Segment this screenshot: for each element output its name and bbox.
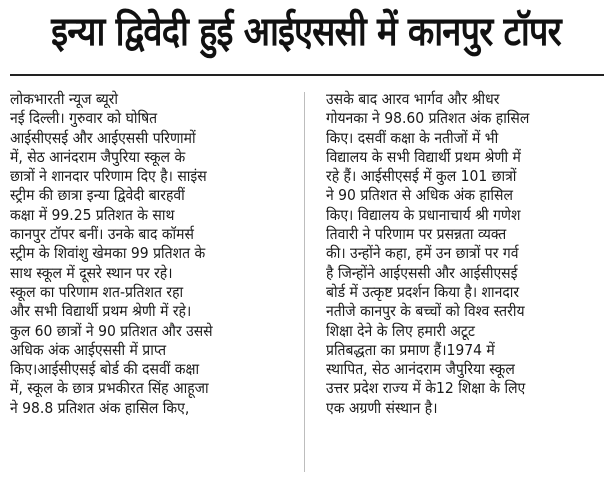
article-line: रहे हैं। आईसीएसई में कुल 101 छात्रों bbox=[326, 167, 517, 186]
article-line: गोयनका ने 98.60 प्रतिशत अंक हासिल bbox=[326, 109, 530, 128]
article-line: किए। विद्यालय के प्रधानाचार्य श्री गणेश bbox=[326, 205, 521, 224]
column-divider bbox=[304, 92, 305, 472]
article-line: में, स्कूल के छात्र प्रभकीरत सिंह आहूजा bbox=[10, 379, 209, 398]
article-line: विद्यालय के सभी विद्यार्थी प्रथम श्रेणी में bbox=[326, 147, 521, 166]
article-line: नतीजे कानपुर के बच्चों को विश्व स्तरीय bbox=[326, 302, 525, 321]
article-line: नई दिल्ली। गुरुवार को घोषित bbox=[10, 109, 158, 128]
article-column-left bbox=[10, 90, 290, 418]
article-column-right bbox=[326, 90, 608, 418]
article-line: स्कूल का परिणाम शत-प्रतिशत रहा bbox=[10, 282, 184, 301]
article-line: कानपुर टॉपर बनीं। उनके बाद कॉमर्स bbox=[10, 225, 194, 244]
article-line: तिवारी ने परिणाम पर प्रसन्नता व्यक्त bbox=[326, 225, 507, 244]
article-line: स्ट्रीम के शिवांशु खेमका 99 प्रतिशत के bbox=[10, 244, 206, 263]
article-line: साथ स्कूल में दूसरे स्थान पर रहे। bbox=[10, 263, 173, 282]
article-line: प्रतिबद्धता का प्रमाण हैं।1974 में bbox=[326, 340, 495, 359]
article-line: किए। दसवीं कक्षा के नतीजों में भी bbox=[326, 128, 499, 147]
article-line: उत्तर प्रदेश राज्य में के12 शिक्षा के लिए bbox=[326, 379, 526, 398]
article-line: कक्षा में 99.25 प्रतिशत के साथ bbox=[10, 205, 175, 224]
article-line: शिक्षा देने के लिए हमारी अटूट bbox=[326, 321, 475, 340]
article-line: ने 90 प्रतिशत से अधिक अंक हासिल bbox=[326, 186, 513, 205]
article-line: स्ट्रीम की छात्रा इन्या द्विवेदी बारहवीं bbox=[10, 186, 185, 205]
article-line: किए।आईसीएसई बोर्ड की दसवीं कक्षा bbox=[10, 360, 200, 379]
article-line: अधिक अंक आईएससी में प्राप्त bbox=[10, 340, 167, 359]
article-line: में, सेठ आनंदराम जैपुरिया स्कूल के bbox=[10, 147, 186, 166]
article-line: आईसीएसई और आईएससी परिणामों bbox=[10, 128, 196, 147]
article-line: लोकभारती न्यूज ब्यूरो bbox=[10, 90, 118, 108]
article-line: ने 98.8 प्रतिशत अंक हासिल किए, bbox=[10, 398, 190, 417]
article-line: एक अग्रणी संस्थान है। bbox=[326, 398, 438, 417]
headline-rule bbox=[10, 74, 604, 76]
article-line: छात्रों ने शानदार परिणाम दिए है। साइंस bbox=[10, 167, 207, 186]
headline: इन्या द्विवेदी हुई आईएससी में कानपुर टॉपर bbox=[51, 9, 561, 55]
article-line: स्थापित, सेठ आनंदराम जैपुरिया स्कूल bbox=[326, 360, 515, 379]
article-line: की। उन्होंने कहा, हमें उन छात्रों पर गर्व bbox=[326, 244, 519, 263]
article-line: और सभी विद्यार्थी प्रथम श्रेणी में रहे। bbox=[10, 302, 192, 321]
article-line: बोर्ड में उत्कृष्ट प्रदर्शन किया है। शानदार bbox=[326, 282, 520, 301]
article-line: उसके बाद आरव भार्गव और श्रीधर bbox=[326, 90, 500, 108]
article-line: कुल 60 छात्रों ने 90 प्रतिशत और उससे bbox=[10, 321, 213, 340]
article-line: है जिन्होंने आईएससी और आईसीएसई bbox=[326, 263, 518, 282]
